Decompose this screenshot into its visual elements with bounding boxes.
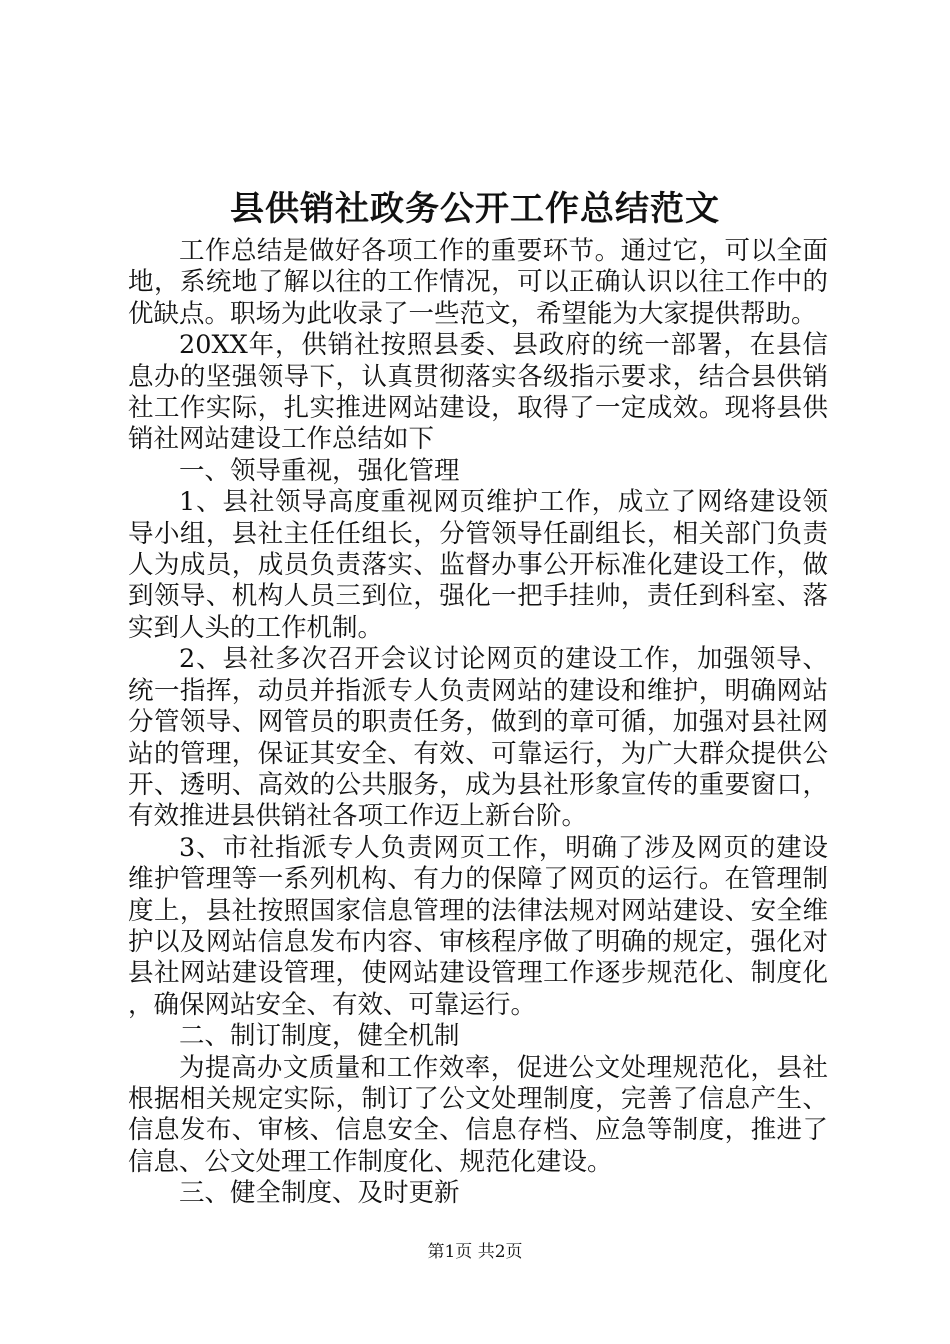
page-footer: 第1页 共2页 xyxy=(427,1242,523,1262)
section-heading-1: 一、领导重视，强化管理 xyxy=(179,455,460,486)
summary-paragraph: 20XX年，供销社按照县委、县政府的统一部署，在县信息办的坚强领导下，认真贯彻落实各级指示要求，结合县供销社工作实际，扎实推进网站建设，取得了一定成效。现将县供销社网站建设工作总结如下 xyxy=(128,330,828,455)
section-1-item-2: 2、县社多次召开会议讨论网页的建设工作，加强领导、统一指挥，动员并指派专人负责网站的建设和维护，明确网站分管领导、网管员的职责任务，做到的章可循，加强对县社网站的管理，保证其安全、有效、可靠运行，为广大群众提供公开、透明、高效的公共服务，成为县社形象宣传的重要窗口，有效推进县供销社各项工作迈上新台阶。 xyxy=(128,644,828,832)
section-heading-3: 三、健全制度、及时更新 xyxy=(179,1178,460,1209)
section-2-paragraph: 为提高办文质量和工作效率，促进公文处理规范化，县社根据相关规定实际，制订了公文处理制度，完善了信息产生、信息发布、审核、信息安全、信息存档、应急等制度，推进了信息、公文处理工作制度化、规范化建设。 xyxy=(128,1052,828,1177)
section-heading-2: 二、制订制度，健全机制 xyxy=(179,1021,460,1052)
section-1-item-3: 3、市社指派专人负责网页工作，明确了涉及网页的建设维护管理等一系列机构、有力的保障了网页的运行。在管理制度上，县社按照国家信息管理的法律法规对网站建设、安全维护以及网站信息发布内容、审核程序做了明确的规定，强化对县社网站建设管理，使网站建设管理工作逐步规范化、制度化，确保网站安全、有效、可靠运行。 xyxy=(128,832,828,1020)
intro-paragraph: 工作总结是做好各项工作的重要环节。通过它，可以全面地，系统地了解以往的工作情况，可以正确认识以往工作中的优缺点。职场为此收录了一些范文，希望能为大家提供帮助。 xyxy=(128,236,828,329)
section-1-item-1: 1、县社领导高度重视网页维护工作，成立了网络建设领导小组，县社主任任组长，分管领导任副组长，相关部门负责人为成员，成员负责落实、监督办事公开标准化建设工作，做到领导、机构人员三到位，强化一把手挂帅，责任到科室、落实到人头的工作机制。 xyxy=(128,487,828,643)
document-title: 县供销社政务公开工作总结范文 xyxy=(230,189,720,229)
document-body xyxy=(128,236,828,1210)
